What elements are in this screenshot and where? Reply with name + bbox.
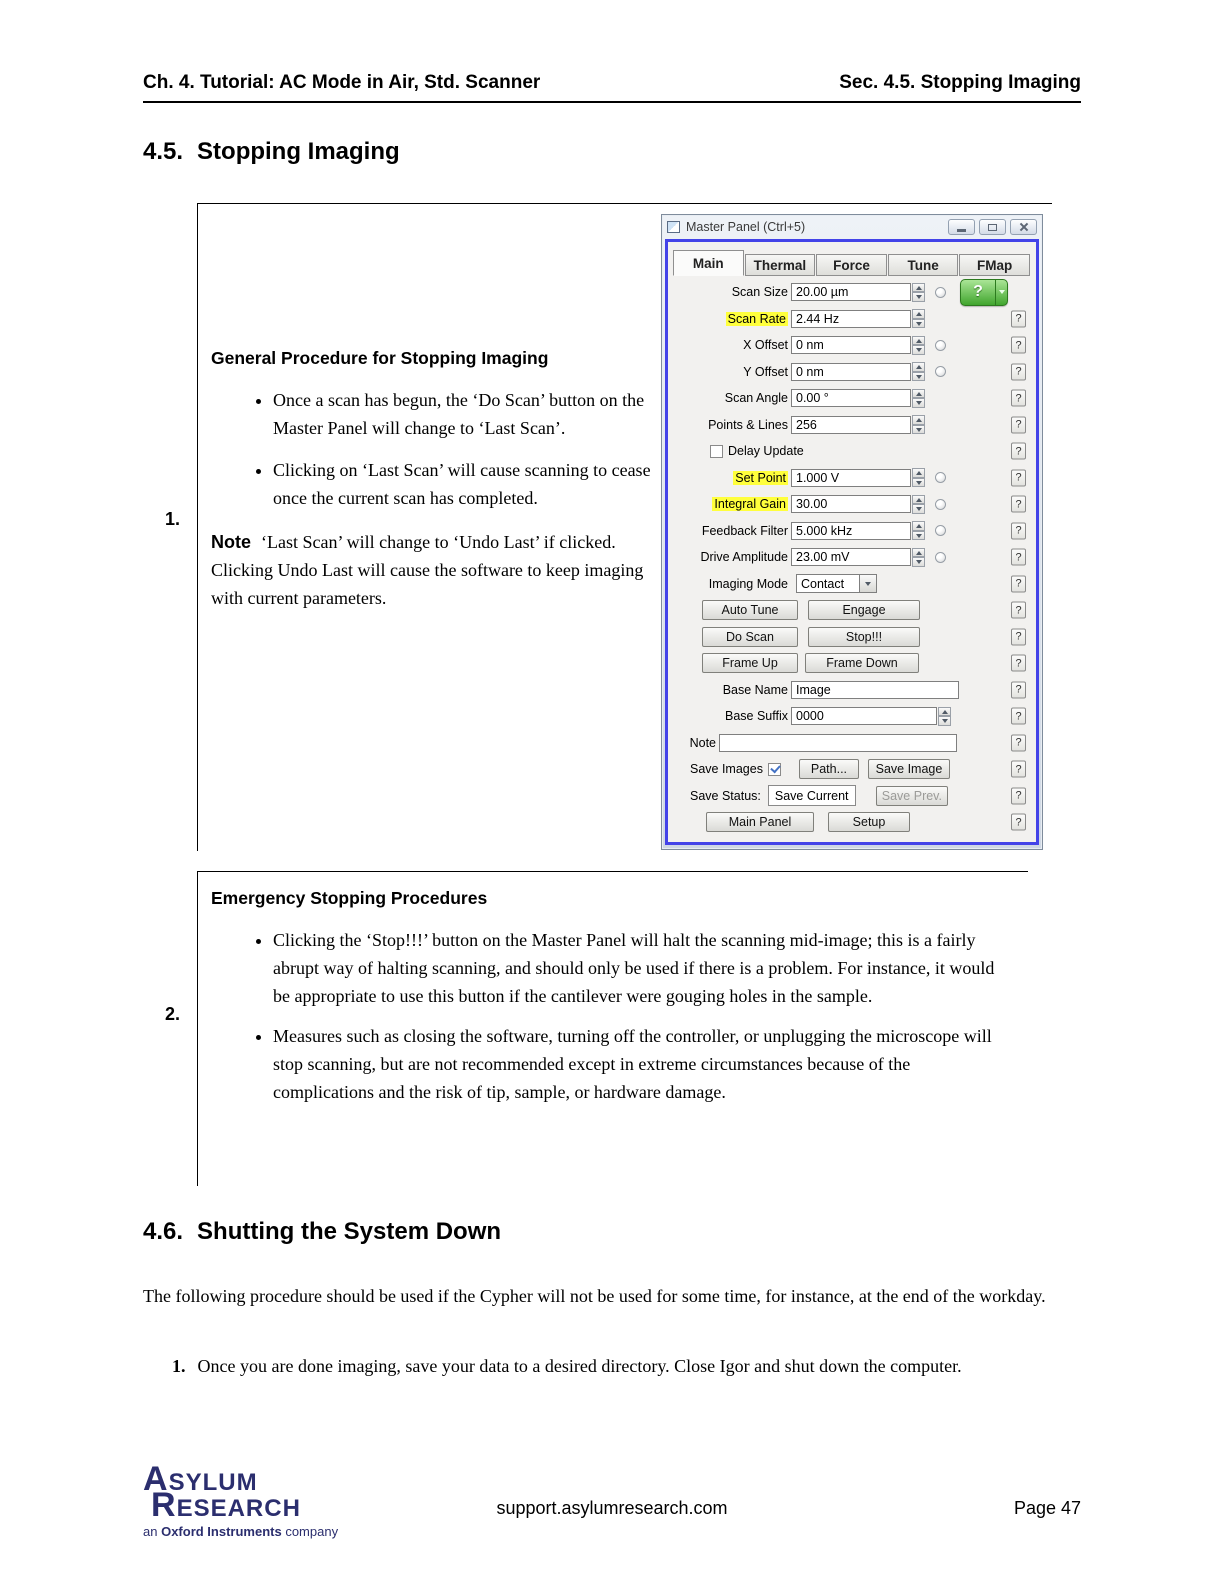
- integral-gain-help-button[interactable]: ?: [1011, 496, 1026, 513]
- close-icon: [1019, 222, 1029, 232]
- note-help-button[interactable]: ?: [1011, 734, 1026, 751]
- save-images-label: Save Images: [690, 762, 763, 777]
- figure-2-heading: Emergency Stopping Procedures: [211, 888, 488, 908]
- save-status-help-button[interactable]: ?: [1011, 787, 1026, 804]
- row-save-images: [676, 756, 1030, 783]
- bullet: • Clicking the ‘Stop!!!’ button on the Master Panel will halt the scanning mid-image; this is a fairly abrupt way of halting scanning, and should only be used if there is a problem. For instance, it would be appropriate to use this button if the cantilever were gouging holes in the sample.: [273, 926, 1010, 1010]
- y-offset-help-button[interactable]: ?: [1011, 363, 1026, 380]
- bullet: • Once a scan has begun, the ‘Do Scan’ button on the Master Panel will change to ‘Last Scan’.: [273, 386, 671, 442]
- base-name-help-button[interactable]: ?: [1011, 681, 1026, 698]
- tab-bar: [673, 250, 1031, 276]
- row-scan-stop: [676, 624, 1030, 651]
- tab-tune[interactable]: Tune: [888, 254, 959, 276]
- feedback-filter-radio[interactable]: [935, 525, 946, 536]
- window-icon: [667, 221, 680, 233]
- figure-2-number: 2.: [165, 1004, 181, 1024]
- frame-up-button[interactable]: Frame Up: [702, 653, 798, 673]
- base-suffix-label: Base Suffix: [724, 709, 788, 724]
- help-icon: ?: [973, 283, 983, 301]
- tune-engage-help-button[interactable]: ?: [1011, 602, 1026, 619]
- delay-update-help-button[interactable]: ?: [1011, 443, 1026, 460]
- logo-line-1: ASYLUM: [143, 1460, 258, 1498]
- engage-button[interactable]: Engage: [808, 600, 920, 620]
- scan-rate-input[interactable]: 2.44 Hz: [791, 310, 911, 328]
- scan-stop-help-button[interactable]: ?: [1011, 628, 1026, 645]
- save-prev-button[interactable]: Save Prev.: [876, 786, 948, 806]
- figure-1-box: [165, 203, 1052, 851]
- x-offset-spinner[interactable]: [912, 336, 925, 355]
- maximize-icon: [988, 224, 997, 231]
- x-offset-label: X Offset: [743, 338, 788, 353]
- master-panel-body: [665, 239, 1039, 845]
- figure-1-heading: General Procedure for Stopping Imaging: [211, 348, 549, 368]
- set-point-input[interactable]: 1.000 V: [791, 469, 911, 487]
- points-lines-label: Points & Lines: [708, 417, 788, 432]
- main-setup-help-button[interactable]: ?: [1011, 814, 1026, 831]
- section-4-5-title: 4.5. Stopping Imaging: [143, 138, 400, 165]
- y-offset-label: Y Offset: [743, 364, 788, 379]
- row-tune-engage: [676, 597, 1030, 624]
- scan-size-spinner[interactable]: [912, 283, 925, 302]
- imaging-mode-help-button[interactable]: ?: [1011, 575, 1026, 592]
- integral-gain-input[interactable]: 30.00: [791, 495, 911, 513]
- imaging-mode-label: Imaging Mode: [708, 576, 788, 591]
- x-offset-help-button[interactable]: ?: [1011, 337, 1026, 354]
- row-y-offset: [676, 359, 1030, 386]
- scan-rate-spinner[interactable]: [912, 309, 925, 328]
- set-point-spinner[interactable]: [912, 468, 925, 487]
- feedback-filter-input[interactable]: 5.000 kHz: [791, 522, 911, 540]
- save-status-selector[interactable]: Save Current: [768, 785, 856, 806]
- figure-2-bullets: [211, 926, 1010, 1106]
- figure-1-text: [211, 344, 671, 612]
- list-item-text: Once you are done imaging, save your data to a desired directory. Close Igor and shut down the computer.: [197, 1356, 962, 1376]
- feedback-filter-label: Feedback Filter: [701, 523, 788, 538]
- note-input[interactable]: [719, 734, 957, 752]
- row-frame: [676, 650, 1030, 677]
- row-scan-size: [676, 279, 1030, 306]
- delay-update-checkbox[interactable]: [710, 445, 723, 458]
- master-panel-window: [661, 214, 1043, 850]
- header-left: Ch. 4. Tutorial: AC Mode in Air, Std. Scanner: [143, 72, 541, 93]
- setup-button[interactable]: Setup: [828, 812, 910, 832]
- note-label: Note: [689, 735, 716, 750]
- drive-amplitude-radio[interactable]: [935, 552, 946, 563]
- bullet: • Clicking on ‘Last Scan’ will cause scanning to cease once the current scan has completed.: [273, 456, 671, 512]
- tab-fmap[interactable]: FMap: [959, 254, 1030, 276]
- scan-rate-label: Scan Rate: [727, 311, 786, 326]
- minimize-button[interactable]: [948, 219, 975, 235]
- save-images-checkbox[interactable]: [768, 763, 781, 776]
- scan-size-radio[interactable]: [935, 287, 946, 298]
- base-suffix-spinner[interactable]: [938, 707, 951, 726]
- row-integral-gain: [676, 491, 1030, 518]
- close-button[interactable]: [1010, 219, 1037, 235]
- row-base-name: [676, 677, 1030, 704]
- integral-gain-radio[interactable]: [935, 499, 946, 510]
- drive-amplitude-label: Drive Amplitude: [700, 550, 788, 565]
- base-suffix-help-button[interactable]: ?: [1011, 708, 1026, 725]
- figure-1-bullets: [211, 386, 671, 512]
- figure-1-number: 1.: [165, 509, 181, 529]
- list-item-number: 1.: [172, 1356, 186, 1376]
- footer-page-number: Page 47: [1013, 1498, 1081, 1518]
- scan-size-input[interactable]: 20.00 µm: [791, 283, 911, 301]
- row-imaging-mode: [676, 571, 1030, 598]
- integral-gain-label: Integral Gain: [714, 497, 786, 512]
- drive-amplitude-spinner[interactable]: [912, 548, 925, 567]
- row-save-status: [676, 783, 1030, 810]
- row-scan-rate: [676, 306, 1030, 333]
- y-offset-spinner[interactable]: [912, 362, 925, 381]
- master-panel-titlebar[interactable]: [662, 215, 1042, 239]
- scan-size-label: Scan Size: [731, 285, 788, 300]
- drive-amplitude-input[interactable]: 23.00 mV: [791, 548, 911, 566]
- row-feedback-filter: [676, 518, 1030, 545]
- points-lines-help-button[interactable]: ?: [1011, 416, 1026, 433]
- section-4-6-item: [172, 1352, 1037, 1381]
- save-image-button[interactable]: Save Image: [868, 759, 950, 779]
- stop-button[interactable]: Stop!!!: [808, 627, 920, 647]
- page-header: [143, 72, 1081, 94]
- frame-down-button[interactable]: Frame Down: [805, 653, 919, 673]
- save-status-label: Save Status:: [690, 788, 761, 803]
- base-name-input[interactable]: Image: [791, 681, 959, 699]
- section-4-6-title: 4.6. Shutting the System Down: [143, 1218, 502, 1245]
- save-images-help-button[interactable]: ?: [1011, 761, 1026, 778]
- set-point-label: Set Point: [735, 470, 786, 485]
- maximize-button[interactable]: [979, 219, 1006, 235]
- frame-help-button[interactable]: ?: [1011, 655, 1026, 672]
- row-set-point: [676, 465, 1030, 492]
- row-x-offset: [676, 332, 1030, 359]
- row-points-lines: [676, 412, 1030, 439]
- do-scan-button[interactable]: Do Scan: [702, 627, 798, 647]
- feedback-filter-spinner[interactable]: [912, 521, 925, 540]
- auto-tune-button[interactable]: Auto Tune: [702, 600, 798, 620]
- row-base-suffix: [676, 703, 1030, 730]
- scan-rate-help-button[interactable]: ?: [1011, 310, 1026, 327]
- feedback-filter-help-button[interactable]: ?: [1011, 522, 1026, 539]
- scan-angle-help-button[interactable]: ?: [1011, 390, 1026, 407]
- drive-amplitude-help-button[interactable]: ?: [1011, 549, 1026, 566]
- tab-main[interactable]: Main: [673, 250, 744, 276]
- header-rule: [143, 101, 1081, 103]
- points-lines-spinner[interactable]: [912, 415, 925, 434]
- main-panel-button[interactable]: Main Panel: [706, 812, 814, 832]
- row-scan-angle: [676, 385, 1030, 412]
- panel-rows: [672, 276, 1032, 836]
- row-main-setup: [676, 809, 1030, 836]
- points-lines-input[interactable]: 256: [791, 416, 911, 434]
- scan-angle-label: Scan Angle: [724, 391, 788, 406]
- tab-force[interactable]: Force: [816, 254, 887, 276]
- y-offset-input[interactable]: 0 nm: [791, 363, 911, 381]
- imaging-mode-dropdown[interactable]: Contact: [796, 574, 877, 593]
- row-note: [676, 730, 1030, 757]
- x-offset-input[interactable]: 0 nm: [791, 336, 911, 354]
- scan-angle-spinner[interactable]: [912, 389, 925, 408]
- path-button[interactable]: Path...: [799, 759, 859, 779]
- tab-thermal[interactable]: Thermal: [745, 254, 816, 276]
- help-dropdown[interactable]: [995, 280, 1007, 305]
- section-4-6-paragraph: The following procedure should be used if the Cypher will not be used for some time, for instance, at the end of the workday.: [143, 1286, 1046, 1306]
- x-offset-radio[interactable]: [935, 340, 946, 351]
- scan-angle-input[interactable]: 0.00 °: [791, 389, 911, 407]
- row-delay-update: [676, 438, 1030, 465]
- delay-update-label: Delay Update: [728, 444, 804, 459]
- logo-subtitle: an Oxford Instruments company: [143, 1524, 339, 1539]
- set-point-radio[interactable]: [935, 472, 946, 483]
- header-right: Sec. 4.5. Stopping Imaging: [839, 72, 1081, 93]
- imaging-mode-dropdown-arrow[interactable]: [860, 574, 877, 593]
- window-title: Master Panel (Ctrl+5): [686, 220, 806, 234]
- footer-support-url: support.asylumresearch.com: [496, 1498, 728, 1518]
- logo-line-2: RESEARCH: [151, 1486, 301, 1524]
- scan-size-help-button[interactable]: [960, 279, 1008, 306]
- bullet: • Measures such as closing the software, turning off the controller, or unplugging the microscope will stop scanning, but are not recommended except in extreme circumstances because of the complications and the risk of tip, sample, or hardware damage.: [273, 1022, 1010, 1106]
- figure-2-text: [198, 872, 1028, 1106]
- minimize-icon: [957, 229, 966, 232]
- figure-2-box: [165, 871, 1028, 1186]
- base-suffix-input[interactable]: 0000: [791, 707, 937, 725]
- integral-gain-spinner[interactable]: [912, 495, 925, 514]
- set-point-help-button[interactable]: ?: [1011, 469, 1026, 486]
- figure-1-note: Note ‘Last Scan’ will change to ‘Undo Last’ if clicked. Clicking Undo Last will cause the software to keep imaging with current parameters.: [211, 532, 644, 608]
- y-offset-radio[interactable]: [935, 366, 946, 377]
- row-drive-amplitude: [676, 544, 1030, 571]
- base-name-label: Base Name: [722, 682, 788, 697]
